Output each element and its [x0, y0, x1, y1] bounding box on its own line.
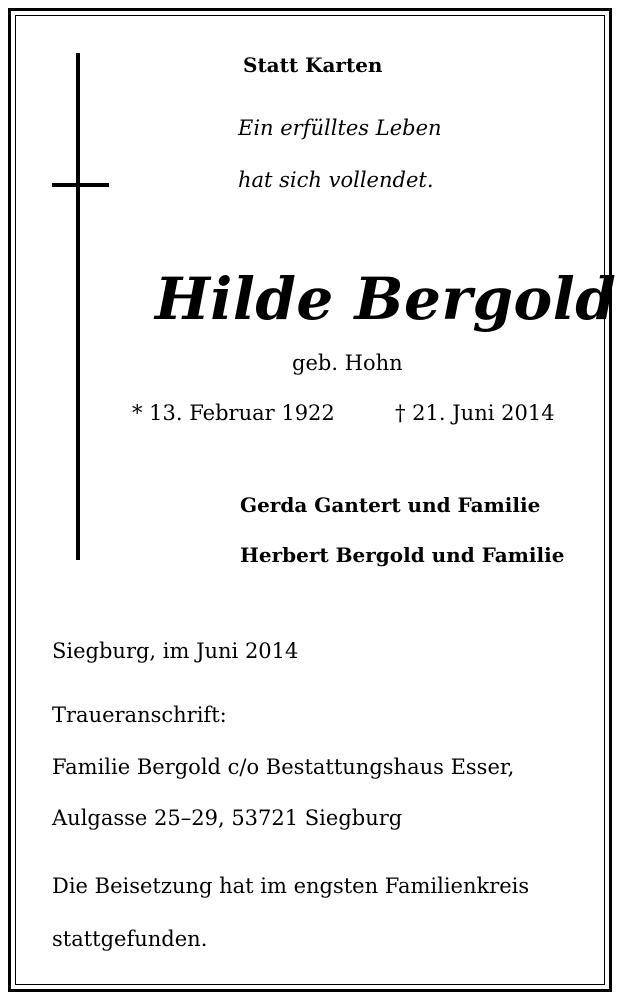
address-line-1: Familie Bergold c/o Bestattungshaus Esser,: [52, 755, 515, 779]
address-line-2: Aulgasse 25–29, 53721 Siegburg: [52, 806, 403, 830]
statt-karten-heading: Statt Karten: [243, 53, 383, 77]
mourner-1: Gerda Gantert und Familie: [240, 493, 541, 517]
burial-note-line-1: Die Beisetzung hat im engsten Familienkreis: [52, 874, 530, 898]
maiden-name: geb. Hohn: [292, 351, 403, 375]
verse-line-2: hat sich vollendet.: [238, 168, 434, 192]
verse-line-1: Ein erfülltes Leben: [238, 116, 442, 140]
place-date: Siegburg, im Juni 2014: [52, 639, 299, 663]
deceased-name: Hilde Bergold: [155, 265, 617, 333]
cross-horizontal-bar: [52, 183, 109, 187]
birth-date: * 13. Februar 1922: [132, 401, 335, 425]
mourner-2: Herbert Bergold und Familie: [240, 543, 565, 567]
cross-vertical-bar: [76, 53, 80, 560]
address-label: Traueranschrift:: [52, 703, 227, 727]
burial-note-line-2: stattgefunden.: [52, 927, 208, 951]
death-date: † 21. Juni 2014: [395, 401, 555, 425]
